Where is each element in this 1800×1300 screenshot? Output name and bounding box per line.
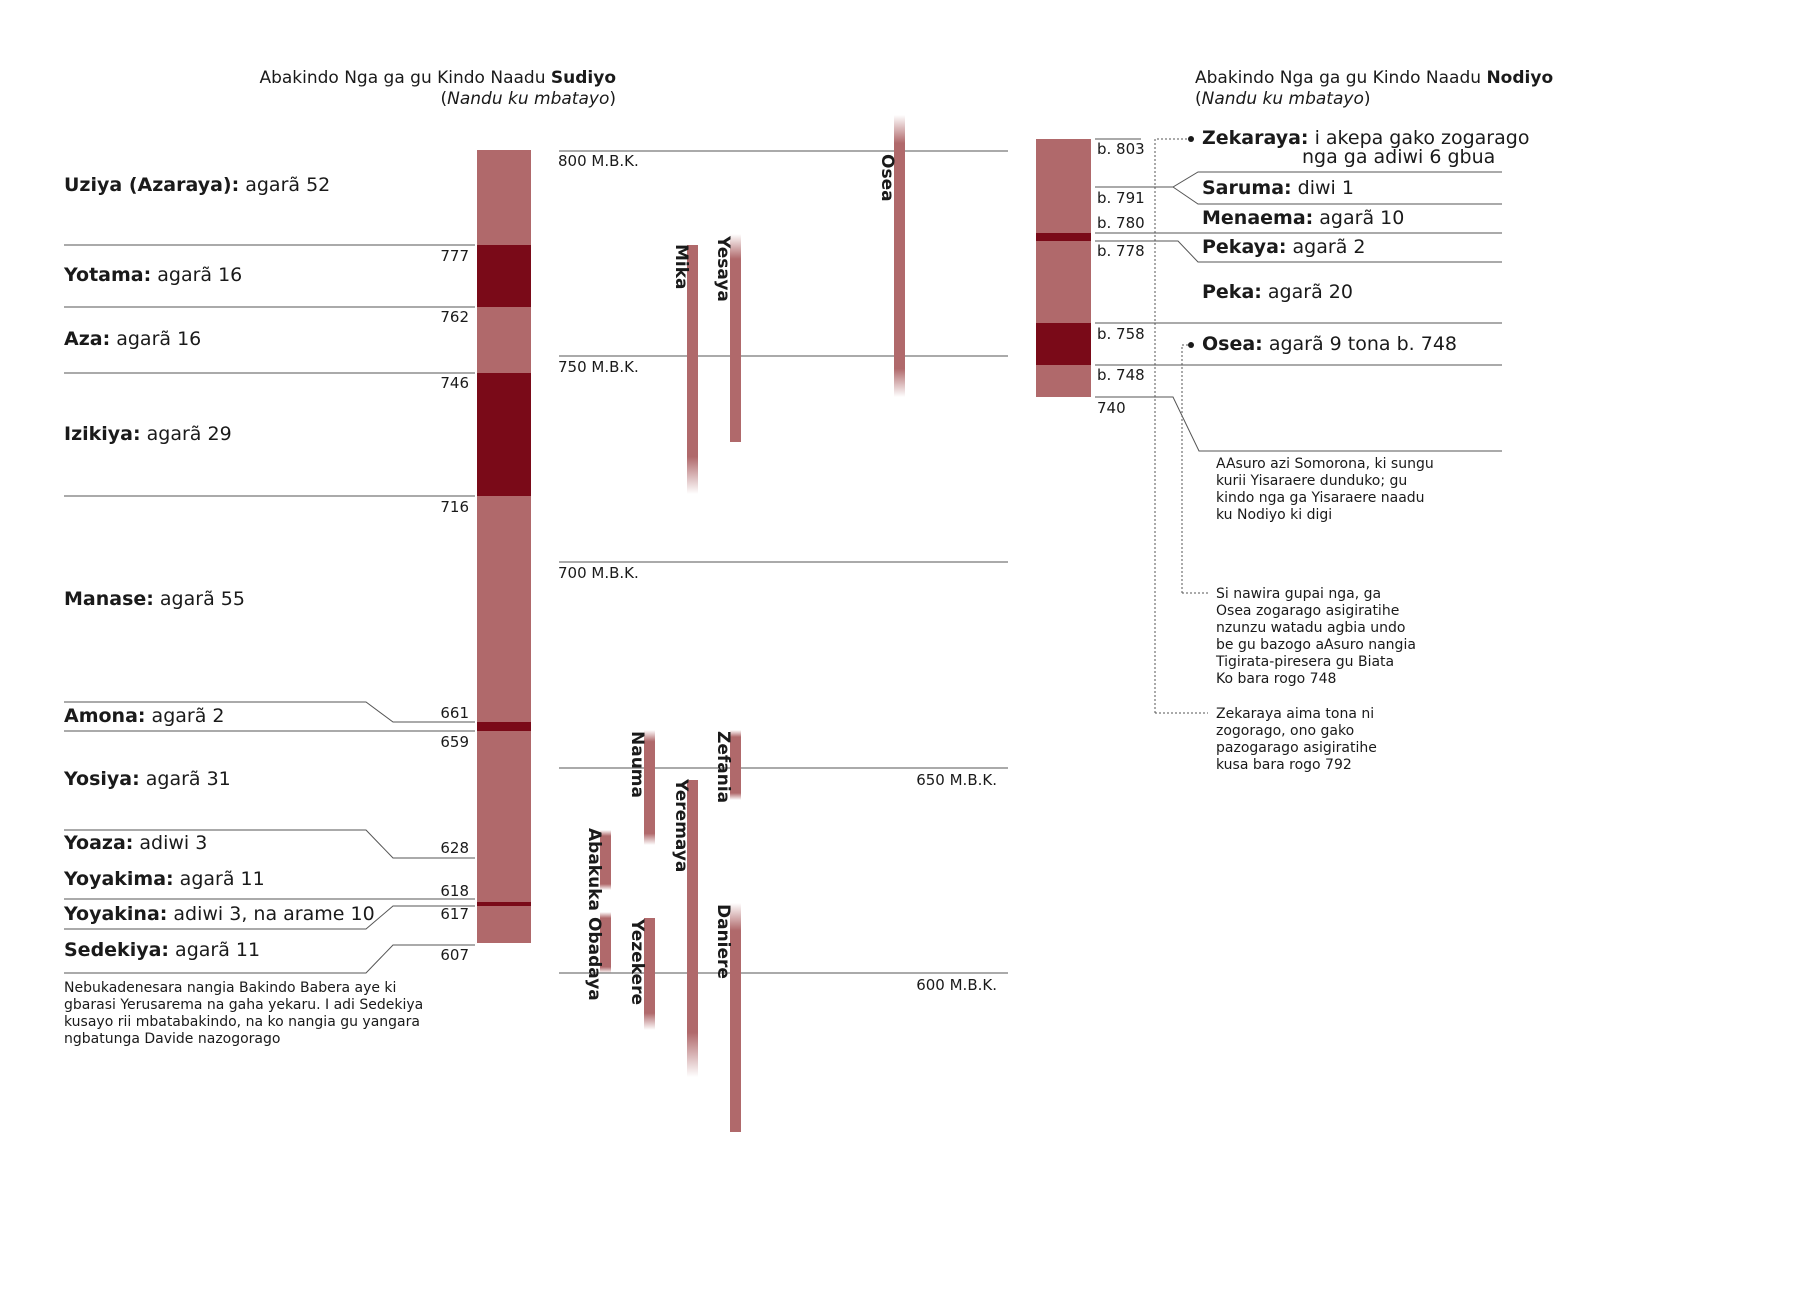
north-side-note: AAsuro azi Somorona, ki sungu [1216, 456, 1434, 472]
south-king-label [63, 768, 231, 790]
north-kingdom-subtitle: (Nandu ku mbatayo) [1195, 89, 1371, 109]
reign-bar-segment [1036, 365, 1091, 397]
king-reign: agarã 11 [173, 868, 265, 890]
south-year-label: 661 [440, 704, 469, 722]
king-reign: adiwi 3 [133, 832, 208, 854]
reign-bar-segment [477, 906, 531, 943]
south-end-note: ngbatunga Davide nazogorago [64, 1031, 281, 1047]
king-name: Yotama: [64, 264, 152, 286]
north-king-label [1202, 236, 1365, 258]
south-year-label: 618 [440, 882, 469, 900]
north-year-label: b. 791 [1097, 189, 1145, 207]
north-year-label: b. 803 [1097, 140, 1145, 158]
south-king-label [64, 939, 260, 961]
king-reign: agarã 16 [151, 264, 243, 286]
king-reign: agarã 29 [140, 423, 232, 445]
north-side-note: nzunzu watadu agbia undo [1216, 620, 1406, 636]
king-name: Pekaya: [1202, 236, 1287, 258]
south-year-label: 617 [440, 905, 469, 923]
north-king-label [1202, 177, 1354, 199]
reign-bar-segment [1036, 241, 1091, 323]
south-kingdom-subtitle: (Nandu ku mbatayo) [440, 89, 616, 109]
king-reign: agarã 2 [145, 705, 225, 727]
north-kingdom-title: Abakindo Nga ga gu Kindo Naadu Nodiyo [1195, 68, 1554, 88]
north-side-note: Ko bara rogo 748 [1216, 671, 1337, 687]
reign-bar-segment [477, 902, 531, 906]
north-side-note: pazogarago asigiratihe [1216, 740, 1377, 756]
connector-dot [1188, 136, 1194, 142]
south-king-label [64, 705, 224, 727]
king-reign: adiwi 3, na arame 10 [167, 903, 375, 925]
north-side-note: Tigirata-piresera gu Biata [1216, 654, 1395, 670]
prophet-label: Yezekere [627, 919, 647, 1005]
king-reign: agarã 52 [239, 174, 331, 196]
king-reign: agarã 16 [110, 328, 202, 350]
timeline-mark-label: 750 M.B.K. [558, 358, 639, 376]
timeline-mark-label: 650 M.B.K. [916, 771, 997, 789]
north-side-note: ku Nodiyo ki digi [1216, 507, 1333, 523]
king-name: Saruma: [1202, 177, 1292, 199]
divider-line [1095, 397, 1502, 451]
king-name: Uziya (Azaraya): [64, 174, 240, 196]
king-name: Yoaza: [64, 832, 134, 854]
prophet-label: Mika [671, 244, 691, 290]
south-year-label: 716 [440, 498, 469, 516]
south-end-note: kusayo rii mbatabakindo, na ko nangia gu yangara [64, 1014, 420, 1030]
north-year-label: 740 [1097, 399, 1126, 417]
connector-dot [1188, 342, 1194, 348]
prophet-label: Obadaya [584, 917, 604, 1001]
south-king-label [63, 903, 375, 925]
north-king-label [1202, 207, 1404, 229]
south-year-label: 607 [440, 946, 469, 964]
south-year-label: 628 [440, 839, 469, 857]
timeline-mark-label: 600 M.B.K. [916, 976, 997, 994]
prophet-label: Yesaya [713, 236, 733, 302]
north-year-label: b. 748 [1097, 366, 1145, 384]
south-king-label [64, 174, 330, 196]
king-reign: agarã 10 [1313, 207, 1405, 229]
south-year-label: 659 [440, 733, 469, 751]
timeline-mark-label: 800 M.B.K. [558, 152, 639, 170]
king-name: Yoyakina: [64, 903, 168, 925]
king-name: Osea: [1202, 333, 1263, 355]
north-king-label [1202, 333, 1457, 355]
south-year-label: 777 [440, 247, 469, 265]
king-name: Yosiya: [64, 768, 140, 790]
north-side-note: Osea zogarago asigiratihe [1216, 603, 1400, 619]
south-year-label: 762 [440, 308, 469, 326]
reign-bar-segment [477, 373, 531, 496]
north-side-note: kurii Yisaraere dunduko; gu [1216, 473, 1408, 489]
north-side-note: Si nawira gupai nga, ga [1216, 586, 1382, 602]
king-reign: agarã 2 [1286, 236, 1366, 258]
south-king-label [63, 832, 207, 854]
south-king-label [63, 264, 242, 286]
prophet-label: Osea [877, 154, 897, 202]
reign-bar-segment [477, 307, 531, 373]
reign-bar-segment [1036, 233, 1091, 241]
king-name: Manase: [64, 588, 154, 610]
reign-bar-segment [1036, 139, 1091, 188]
north-side-note: zogorago, ono gako [1216, 723, 1355, 739]
reign-bar-segment [477, 731, 531, 902]
dotted-connector [1155, 139, 1188, 713]
south-year-label: 746 [440, 374, 469, 392]
prophet-label: Zefania [713, 731, 733, 804]
prophet-label: Abakuka [584, 828, 604, 911]
north-side-note: kindo nga ga Yisaraere naadu [1216, 490, 1425, 506]
north-side-note: Zekaraya aima tona ni [1216, 706, 1375, 722]
timeline-mark-label: 700 M.B.K. [558, 564, 639, 582]
south-king-label [64, 588, 245, 610]
south-king-label [64, 423, 232, 445]
king-name: Zekaraya: [1202, 127, 1309, 149]
north-year-label: b. 758 [1097, 325, 1145, 343]
reign-bar-segment [477, 496, 531, 722]
king-name: Amona: [64, 705, 146, 727]
north-side-note: kusa bara rogo 792 [1216, 757, 1352, 773]
king-reign: agarã 31 [139, 768, 231, 790]
dotted-connector [1182, 345, 1188, 593]
north-year-label: b. 778 [1097, 242, 1145, 260]
king-reign: agarã 9 tona b. 748 [1262, 333, 1457, 355]
king-reign: agarã 20 [1261, 281, 1353, 303]
reign-bar-segment [1036, 188, 1091, 233]
reign-bar-segment [477, 722, 531, 731]
king-name: Menaema: [1202, 207, 1314, 229]
reign-bar-segment [477, 150, 531, 245]
king-name: Peka: [1202, 281, 1262, 303]
south-end-note: Nebukadenesara nangia Bakindo Babera aye ki [64, 980, 397, 996]
south-king-label [64, 328, 201, 350]
king-name: Sedekiya: [64, 939, 170, 961]
king-reign: i akepa gako zogarago [1308, 127, 1530, 149]
king-name: Yoyakima: [64, 868, 174, 890]
north-king-label-cont: nga ga adiwi 6 gbua [1302, 146, 1496, 168]
king-name: Izikiya: [64, 423, 141, 445]
prophet-label: Daniere [713, 904, 733, 979]
north-year-label: b. 780 [1097, 214, 1145, 232]
south-end-note: gbarasi Yerusarema na gaha yekaru. I adi Sedekiya [64, 997, 424, 1013]
reign-bar-segment [477, 245, 531, 307]
king-reign: agarã 55 [153, 588, 245, 610]
north-side-note: be gu bazogo aAsuro nangia [1216, 637, 1416, 653]
prophet-label: Nauma [627, 731, 647, 798]
reign-bar-segment [1036, 323, 1091, 365]
king-reign: agarã 11 [169, 939, 261, 961]
prophet-label: Yeremaya [671, 779, 691, 873]
north-king-label [1202, 281, 1353, 303]
south-kingdom-title: Abakindo Nga ga gu Kindo Naadu Sudiyo [259, 68, 616, 88]
king-name: Aza: [64, 328, 111, 350]
south-king-label [63, 868, 265, 890]
king-reign: diwi 1 [1291, 177, 1354, 199]
